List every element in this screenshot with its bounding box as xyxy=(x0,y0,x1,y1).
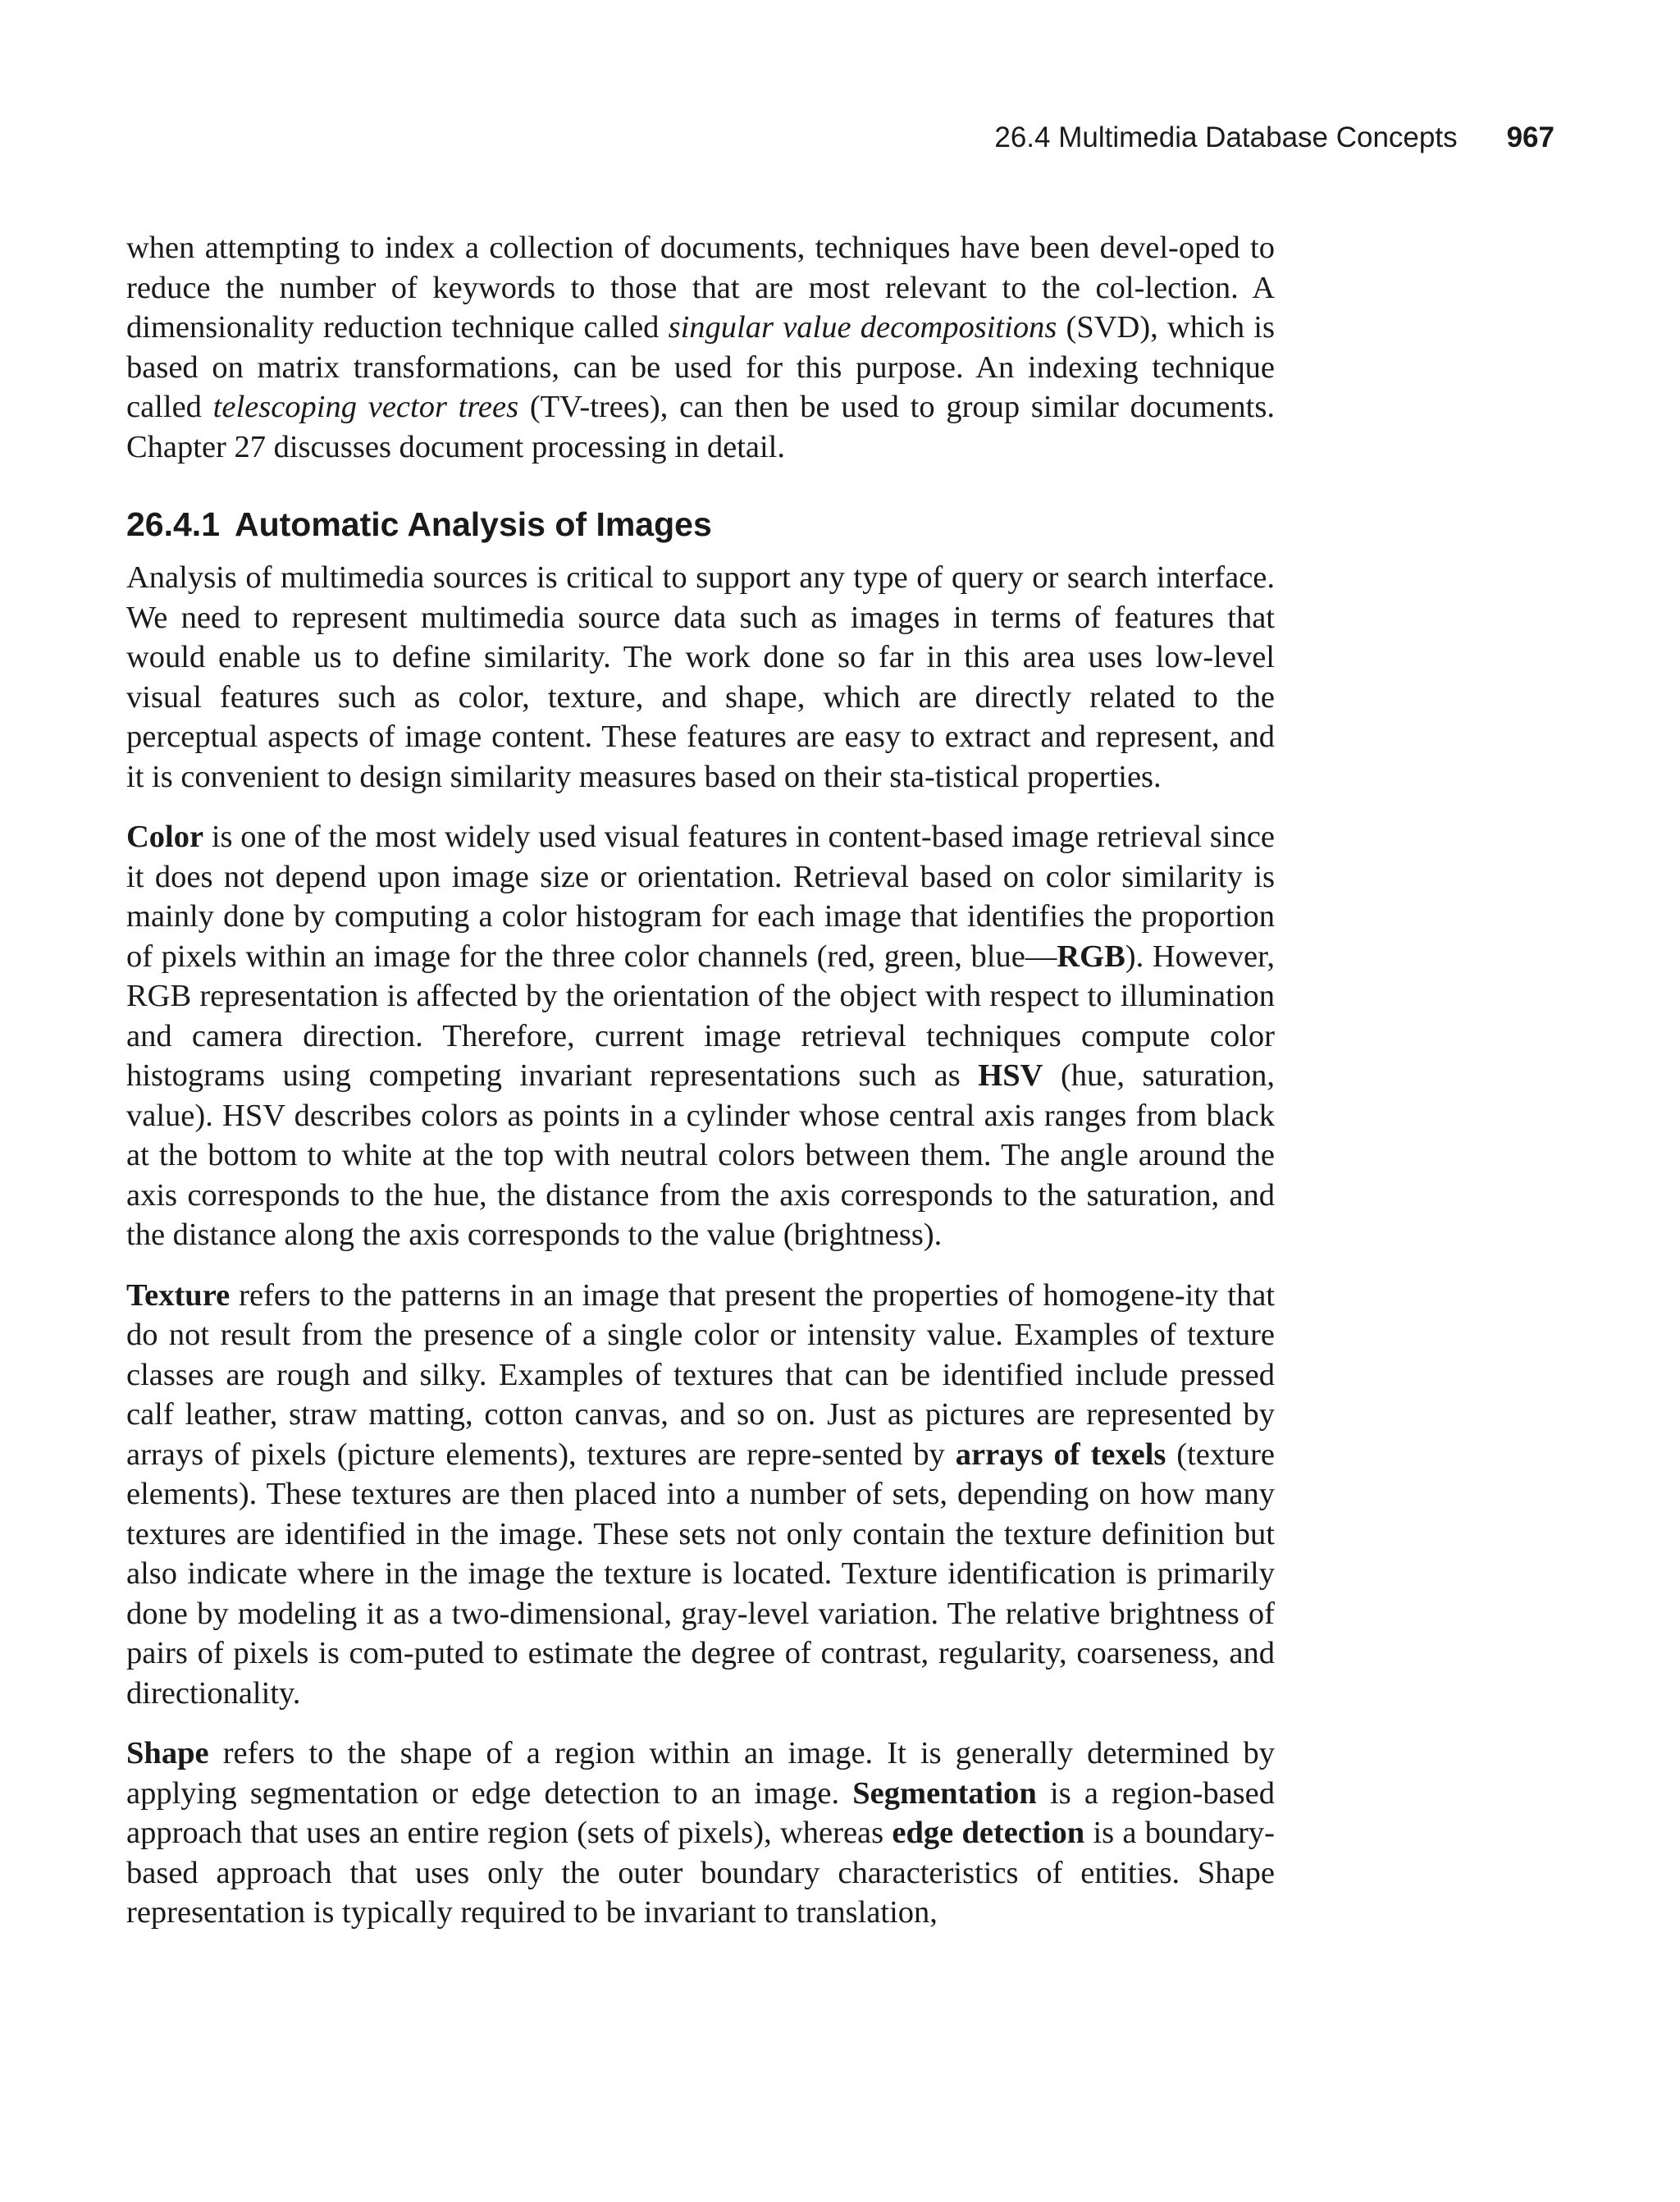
texture-text-1: refers to the patterns in an image that present the properties of homogene-ity that do not result from the presence of a single color or intensity value. Examples of texture classes are rough and silky. Examples of textures that can be identified include pressed calf leather, straw matting, cotton canvas, and so on. Just as pictures are represented by arrays of pixels (picture elements), textures are repre-sented by xyxy=(126,1277,1275,1472)
intro-text-2: (SVD), which is based on matrix transformations, can be used for this purpose. An indexing technique called xyxy=(126,310,1275,424)
section-number: 26.4.1 xyxy=(126,505,220,543)
running-head xyxy=(994,120,1554,156)
term-edge-detection: edge detection xyxy=(892,1816,1085,1850)
texture-text-2: (texture elements). These textures are then placed into a number of sets, depending on how many textures are identified in the image. These sets not only contain the texture definition but also indicate where in the image the texture is located. Texture identification is primarily done by modeling it as a two-dimensional, gray-level variation. The relative brightness of pairs of pixels is com-puted to estimate the degree of contrast, regularity, coarseness, and directionality. xyxy=(126,1437,1275,1711)
color-text-2: ). However, RGB representation is affected by the orientation of the object with respect to illumination and camera direction. Therefore, current image retrieval techniques compute color histograms using competing invariant representations such as xyxy=(126,939,1276,1093)
intro-term-svd: singular value decompositions xyxy=(668,310,1057,345)
color-paragraph xyxy=(126,817,1275,1255)
texture-paragraph xyxy=(126,1276,1275,1714)
color-text-3: (hue, saturation, value). HSV describes colors as points in a cylinder whose central axis ranges from black at the bottom to white at the top with neutral colors between them. The angle around the axis corresponds to the hue, the distance from the axis corresponds to the saturation, and the distance along the axis corresponds to the value (brightness). xyxy=(126,1058,1276,1252)
section-heading xyxy=(126,504,1275,545)
shape-text-3: is a boundary-based approach that uses only the outer boundary characteristics of entities. Shape representation is typically required to be invariant to translation, xyxy=(126,1816,1275,1930)
term-segmentation: Segmentation xyxy=(852,1775,1037,1811)
color-text-1: is one of the most widely used visual features in content-based image retrieval since it does not depend upon image size or orientation. Retrieval based on color similarity is mainly done by computing a color histogram for each image that identifies the proportion of pixels within an image for the three color channels (red, green, blue— xyxy=(126,820,1275,974)
section-title: Automatic Analysis of Images xyxy=(235,505,712,543)
term-texture: Texture xyxy=(126,1277,231,1313)
term-color: Color xyxy=(126,820,204,854)
analysis-paragraph: Analysis of multimedia sources is critical to support any type of query or search interface. We need to represent multimedia source data such as images in terms of features that would enable us to define similarity. The work done so far in this area uses low-level visual features such as color, texture, and shape, which are directly related to the perceptual aspects of image content. These features are easy to extract and represent, and it is convenient to design similarity measures based on their sta-tistical properties. xyxy=(126,560,1275,794)
intro-paragraph xyxy=(126,228,1275,467)
term-hsv: HSV xyxy=(978,1058,1043,1093)
intro-text-1: when attempting to index a collection of documents, techniques have been devel-oped to reduce the number of keywords to those that are most relevant to the col-lection. A dimensionality reduction technique called xyxy=(126,231,1275,345)
shape-text-1: refers to the shape of a region within an image. It is generally determined by applying segmentation or edge detection to an image. xyxy=(126,1736,1275,1811)
running-head-section: 26.4 Multimedia Database Concepts xyxy=(994,121,1458,153)
intro-term-tv-trees: telescoping vector trees xyxy=(212,390,519,424)
shape-text-2: is a region-based approach that uses an entire region (sets of pixels), whereas xyxy=(126,1775,1275,1850)
intro-text-3: (TV-trees), can then be used to group similar documents. Chapter 27 discusses document processing in detail. xyxy=(126,390,1275,464)
page-number: 967 xyxy=(1506,121,1554,153)
term-shape: Shape xyxy=(126,1736,209,1770)
body-text xyxy=(126,228,1275,1953)
shape-paragraph xyxy=(126,1734,1275,1933)
term-arrays-of-texels: arrays of texels xyxy=(955,1437,1166,1472)
term-rgb: RGB xyxy=(1057,939,1125,974)
